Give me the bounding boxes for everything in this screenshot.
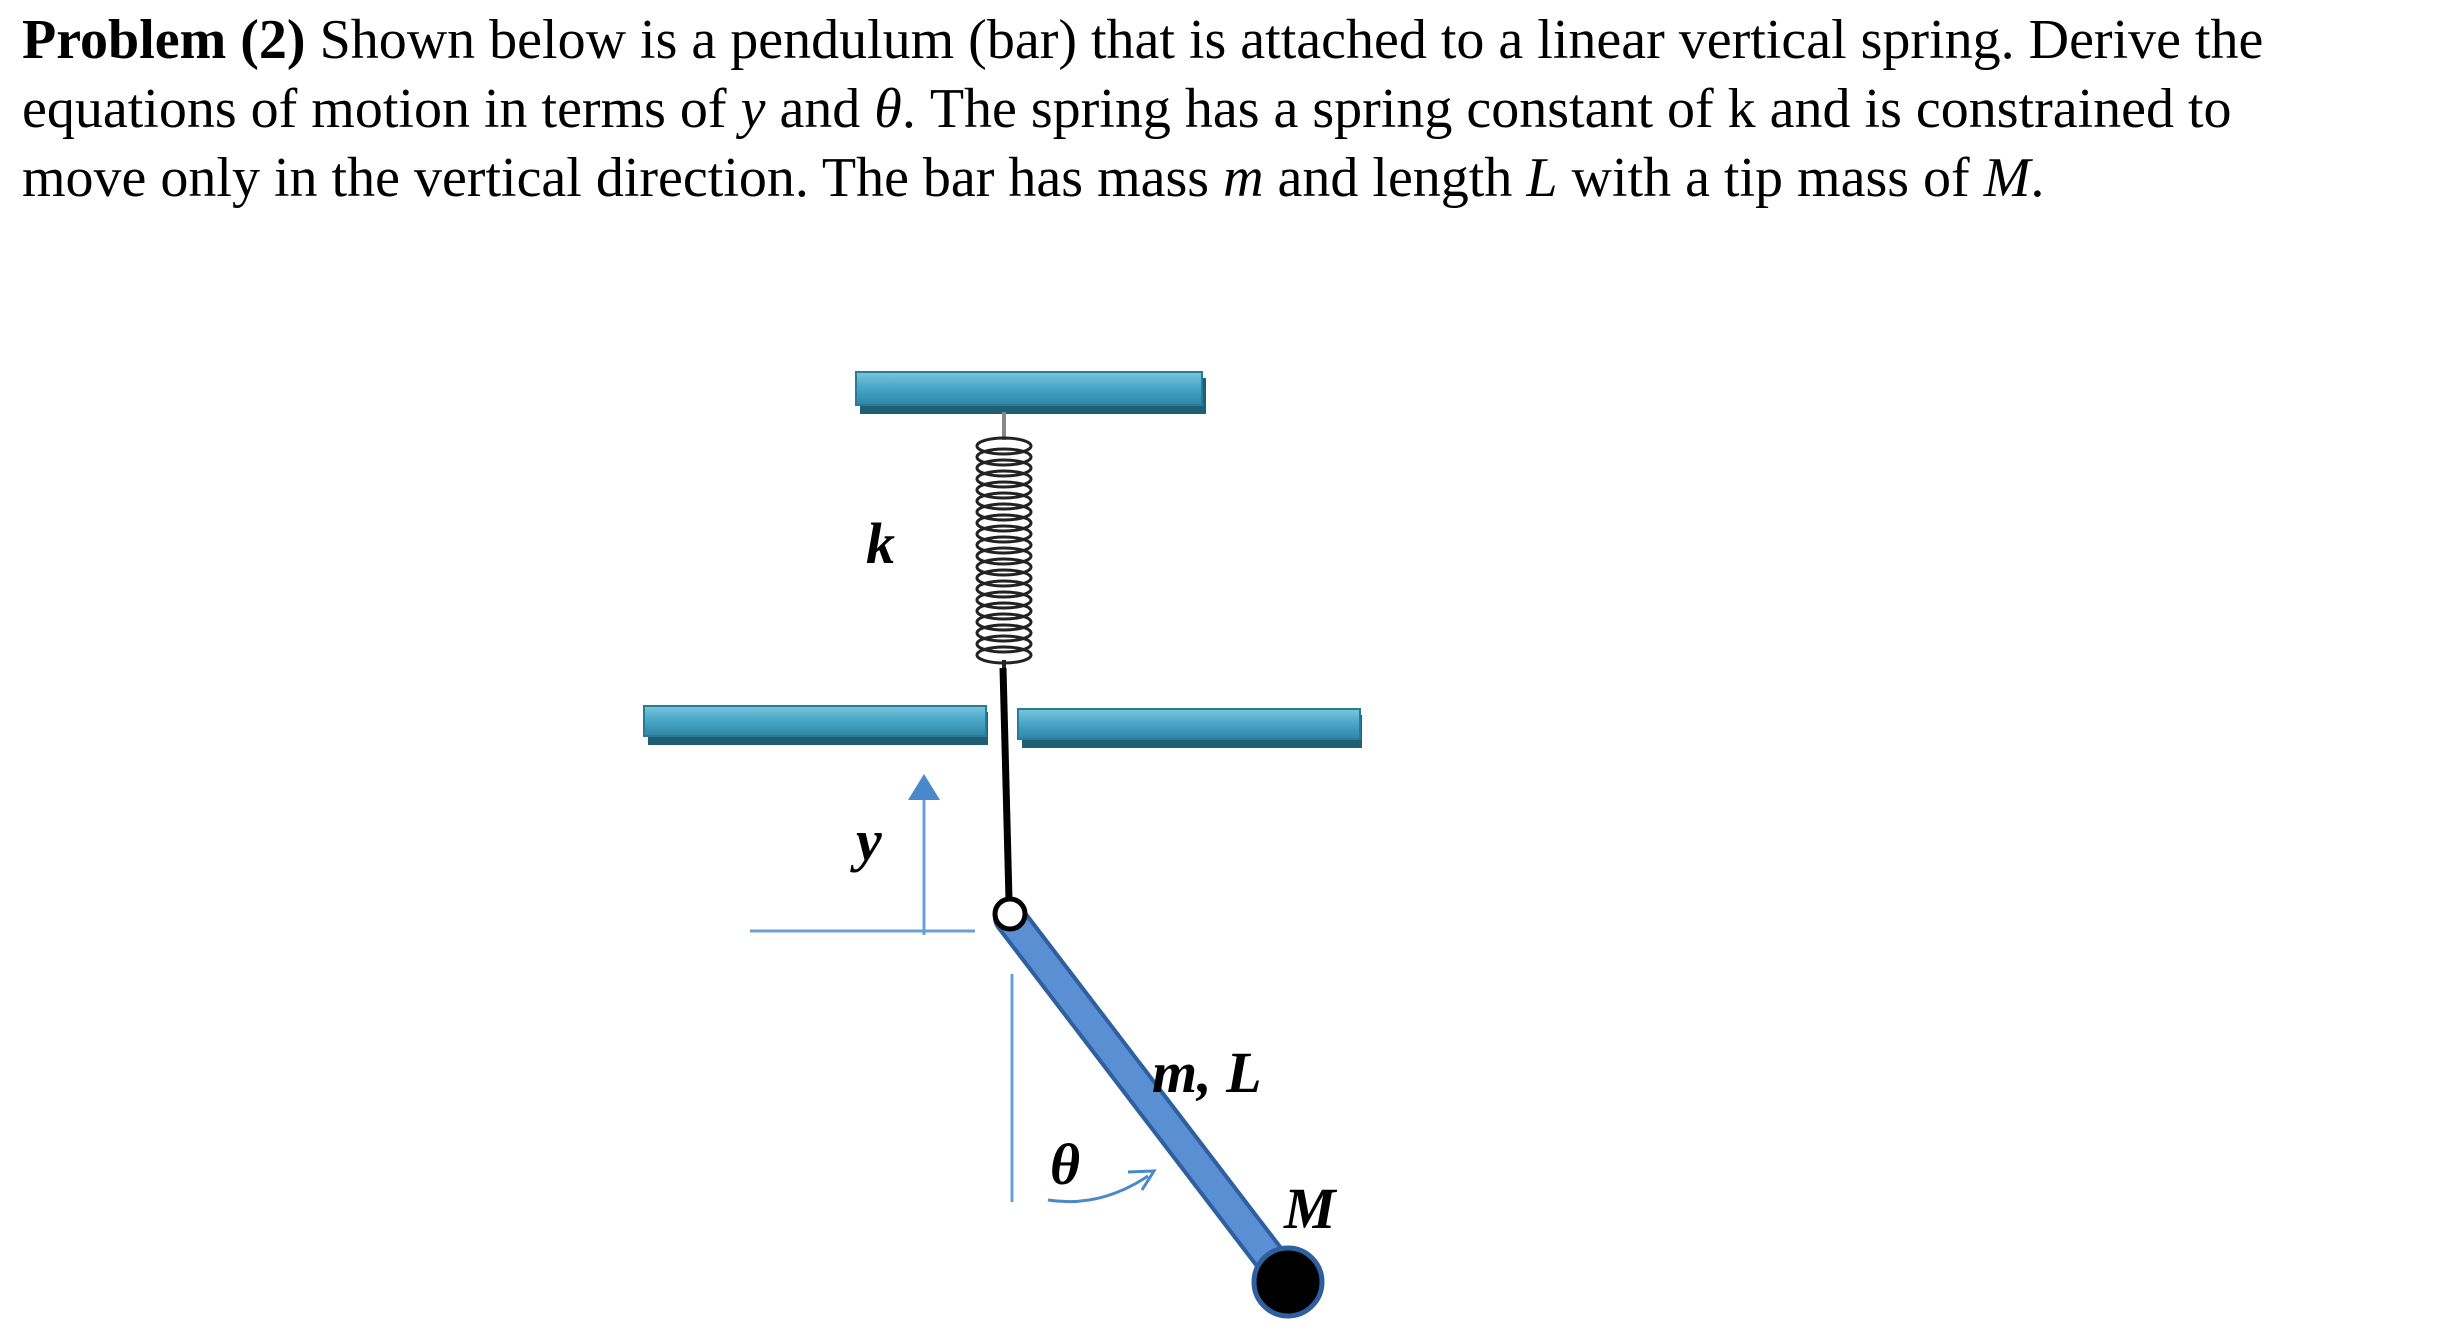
symbol-y: y: [740, 78, 766, 140]
tip-mass: [1254, 1248, 1322, 1316]
problem-text: .: [2030, 147, 2045, 209]
problem-text: move only in the vertical direction. The bar has mass: [22, 147, 1224, 209]
label-tip-mass: M: [1284, 1176, 1336, 1241]
problem-text: equations of motion in terms of: [22, 78, 741, 140]
label-spring-constant: k: [866, 511, 895, 576]
problem-heading: Problem (2): [22, 9, 306, 71]
y-arrow-head: [908, 774, 940, 800]
symbol-theta: θ: [874, 78, 902, 140]
problem-line-1-text: Shown below is a pendulum (bar) that is attached to a linear vertical spring. Derive the: [319, 9, 2264, 71]
problem-text: . The spring has a spring constant of k and is constrained to: [901, 78, 2232, 140]
symbol-m: m: [1223, 147, 1264, 209]
pivot-joint: [995, 899, 1025, 929]
problem-text: and length: [1263, 147, 1527, 209]
symbol-L: L: [1526, 147, 1558, 209]
left-guide-wall: [644, 706, 988, 745]
right-guide-wall: [1018, 709, 1362, 748]
problem-text: and: [765, 78, 875, 140]
label-y: y: [856, 808, 882, 873]
spring-rod: [1003, 668, 1009, 900]
symbol-M: M: [1983, 147, 2031, 209]
label-mass-length: m, L: [1152, 1040, 1262, 1105]
label-theta: θ: [1050, 1132, 1081, 1197]
spring: [977, 412, 1031, 670]
ceiling-wall: [856, 372, 1206, 414]
problem-text: with a tip mass of: [1557, 147, 1984, 209]
